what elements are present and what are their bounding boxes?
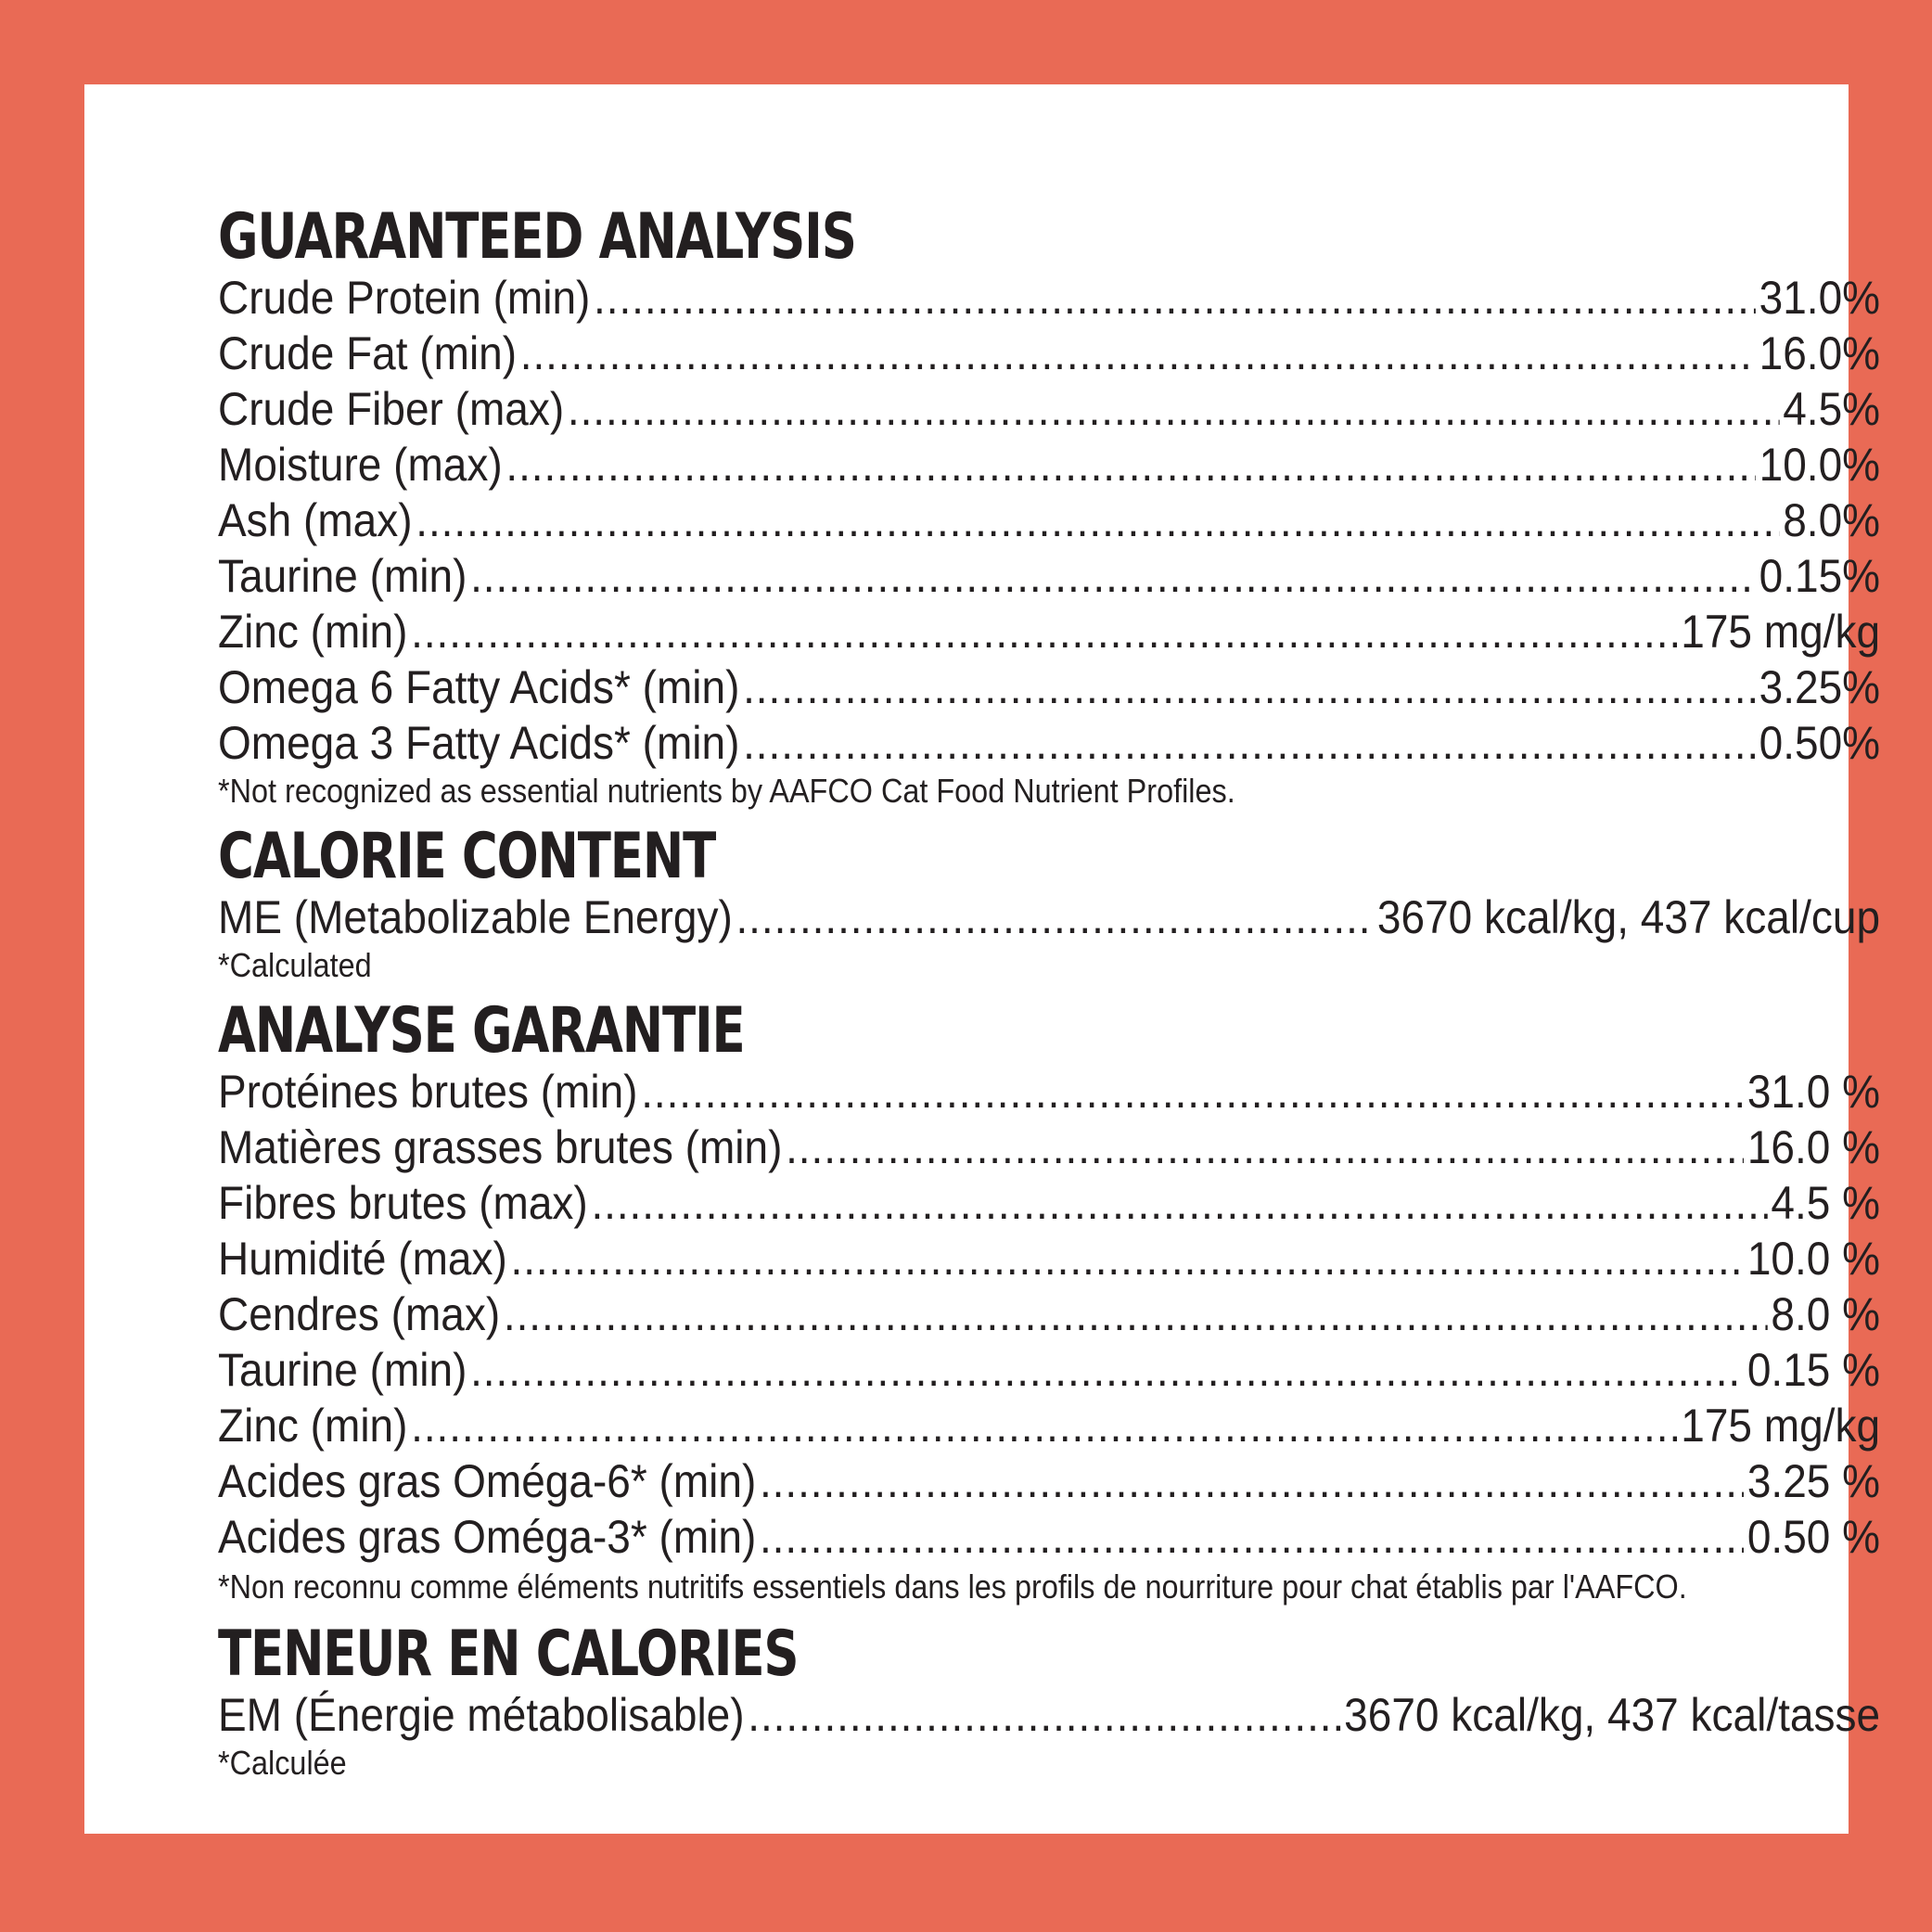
nutrient-value: 10.0 %: [1746, 1233, 1881, 1285]
guaranteed-analysis-section: [218, 200, 1881, 812]
nutrient-label: Ash (max): [218, 494, 413, 546]
leader-dots: [504, 1286, 1768, 1342]
leader-dots: [786, 1120, 1744, 1175]
nutrient-row: [218, 715, 1880, 771]
leader-dots: [520, 326, 1756, 381]
calorie-value: 3670 kcal/kg, 437 kcal/tasse: [1344, 1689, 1881, 1741]
nutrient-value: 0.50 %: [1746, 1511, 1881, 1563]
nutrient-row: [218, 493, 1880, 548]
nutrient-row: [218, 270, 1880, 326]
nutrient-value: 31.0%: [1759, 272, 1881, 324]
analyse-garantie-section: [218, 994, 1881, 1609]
nutrient-label: Omega 3 Fatty Acids* (min): [218, 717, 740, 769]
nutrient-value: 16.0%: [1759, 327, 1881, 379]
nutrient-label: Taurine (min): [218, 550, 467, 602]
nutrient-label: Matières grasses brutes (min): [218, 1121, 783, 1173]
nutrient-row: [218, 1120, 1880, 1175]
leader-dots: [748, 1687, 1340, 1743]
analyse-garantie-heading: ANALYSE GARANTIE: [218, 994, 745, 1068]
footnote: *Not recognized as essential nutrients by AAFCO Cat Food Nutrient Profiles.: [218, 772, 1235, 810]
nutrient-label: Acides gras Oméga-3* (min): [218, 1511, 757, 1563]
nutrient-label: Moisture (max): [218, 439, 503, 491]
nutrient-label: Protéines brutes (min): [218, 1066, 638, 1118]
leader-dots: [411, 604, 1677, 659]
nutrient-value: 8.0 %: [1771, 1288, 1881, 1340]
nutrient-value: 31.0 %: [1746, 1066, 1881, 1118]
leader-dots: [594, 270, 1756, 326]
nutrient-value: 4.5 %: [1771, 1177, 1881, 1229]
leader-dots: [591, 1175, 1767, 1231]
nutrient-value: 175 mg/kg: [1681, 1400, 1881, 1452]
leader-dots: [411, 1398, 1677, 1453]
nutrient-row: [218, 1453, 1880, 1509]
leader-dots: [470, 1342, 1744, 1398]
leader-dots: [470, 548, 1756, 604]
nutrient-value: 0.15%: [1759, 550, 1881, 602]
nutrient-row: [218, 381, 1880, 437]
nutrient-row: [218, 1509, 1880, 1565]
nutrient-label: Omega 6 Fatty Acids* (min): [218, 661, 740, 713]
leader-dots: [736, 889, 1374, 945]
nutrient-value: 175 mg/kg: [1681, 606, 1881, 658]
nutrient-label: Cendres (max): [218, 1288, 501, 1340]
leader-dots: [505, 437, 1756, 493]
nutrient-row: [218, 1342, 1880, 1398]
teneur-en-calories-heading: TENEUR EN CALORIES: [218, 1618, 799, 1691]
nutrient-label: Fibres brutes (max): [218, 1177, 588, 1229]
teneur-en-calories-section: [218, 1618, 1881, 1784]
calorie-label: EM (Énergie métabolisable): [218, 1689, 745, 1741]
nutrient-value: 4.5%: [1783, 383, 1881, 435]
nutrient-value: 0.50%: [1759, 717, 1881, 769]
nutrient-label: Crude Protein (min): [218, 272, 591, 324]
leader-dots: [760, 1509, 1744, 1565]
calorie-content-heading: CALORIE CONTENT: [218, 820, 716, 893]
nutrient-row: [218, 1398, 1880, 1453]
nutrient-label: Humidité (max): [218, 1233, 507, 1285]
label-content: [218, 200, 1881, 1784]
leader-dots: [743, 715, 1756, 771]
footnote: *Non reconnu comme éléments nutritifs essentiels dans les profils de nourriture pour chat établis par l'AAFCO.: [218, 1567, 1687, 1606]
leader-dots: [743, 659, 1756, 715]
calorie-row: [218, 1687, 1880, 1743]
nutrient-row: [218, 659, 1880, 715]
leader-dots: [568, 381, 1780, 437]
nutrient-value: 0.15 %: [1746, 1344, 1881, 1396]
nutrient-row: [218, 437, 1880, 493]
nutrient-row: [218, 604, 1880, 659]
nutrient-value: 3.25%: [1759, 661, 1881, 713]
nutrient-row: [218, 1064, 1880, 1120]
nutrient-row: [218, 326, 1880, 381]
nutrient-label: Crude Fiber (max): [218, 383, 565, 435]
footnote: *Calculée: [218, 1744, 347, 1782]
nutrient-label: Acides gras Oméga-6* (min): [218, 1455, 757, 1507]
nutrient-row: [218, 1175, 1880, 1231]
nutrient-value: 3.25 %: [1746, 1455, 1881, 1507]
nutrient-row: [218, 1231, 1880, 1286]
nutrient-label: Zinc (min): [218, 606, 408, 658]
nutrient-value: 10.0%: [1759, 439, 1881, 491]
guaranteed-analysis-heading: GUARANTEED ANALYSIS: [218, 200, 856, 274]
leader-dots: [416, 493, 1779, 548]
nutrient-value: 8.0%: [1783, 494, 1881, 546]
nutrient-row: [218, 1286, 1880, 1342]
nutrient-label: Zinc (min): [218, 1400, 408, 1452]
calorie-label: ME (Metabolizable Energy): [218, 891, 733, 943]
nutrient-value: 16.0 %: [1746, 1121, 1881, 1173]
nutrient-label: Crude Fat (min): [218, 327, 518, 379]
calorie-content-section: [218, 820, 1881, 986]
leader-dots: [760, 1453, 1744, 1509]
leader-dots: [641, 1064, 1744, 1120]
calorie-row: [218, 889, 1880, 945]
nutrient-label: Taurine (min): [218, 1344, 467, 1396]
leader-dots: [511, 1231, 1745, 1286]
nutrient-row: [218, 548, 1880, 604]
footnote: *Calculated: [218, 946, 372, 984]
calorie-value: 3670 kcal/kg, 437 kcal/cup: [1376, 891, 1881, 943]
label-panel: [84, 84, 1881, 1834]
